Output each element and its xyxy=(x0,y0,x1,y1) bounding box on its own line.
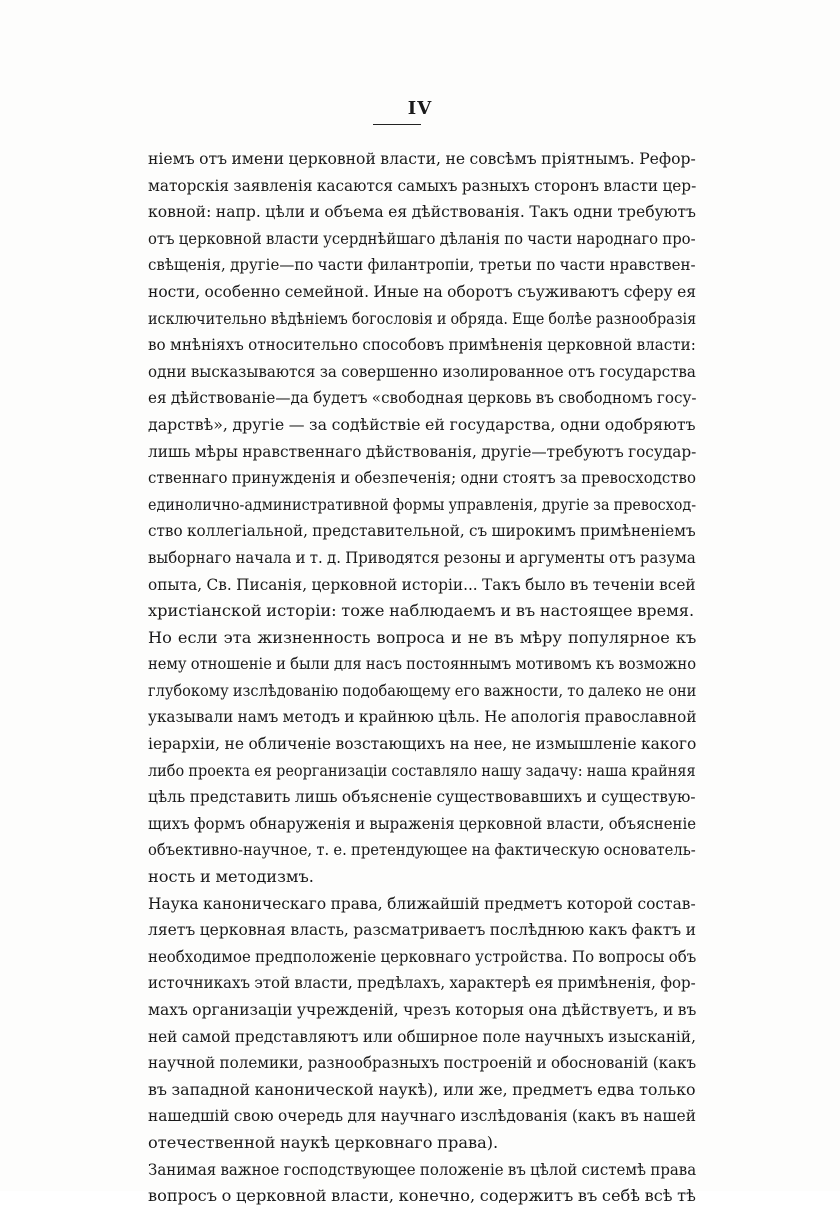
text-line-9: одни высказываются за совершенно изолированное отъ государства xyxy=(148,361,696,381)
text-line-23: іерархіи, не обличеніе возстающихъ на нее, не измышленіе какого xyxy=(148,734,697,754)
text-line-37: нашедшій свою очередь для научнаго изслѣдованія (какъ въ нашей xyxy=(148,1106,696,1126)
text-line-40: вопросъ о церковной власти, конечно, содержитъ въ себѣ всѣ тѣ xyxy=(148,1186,696,1206)
text-line-38: отечественной наукѣ церковнаго права). xyxy=(148,1132,499,1152)
text-line-6: ности, особенно семейной. Иные на оборотъ съуживаютъ сферу ея xyxy=(148,281,697,301)
text-line-31: необходимое предположеніе церковнаго устройства. По вопросы объ xyxy=(148,946,697,966)
text-line-36: въ западной канонической наукѣ), или же, предметъ едва только xyxy=(148,1079,696,1099)
text-line-21: глубокому изслѣдованію подобающему его важности, то далеко не они xyxy=(148,680,697,700)
text-line-14: единолично-административной формы управленія, другіе за превосход- xyxy=(148,494,697,514)
text-line-4: отъ церковной власти усерднѣйшаго дѣланія по части народнаго про- xyxy=(148,228,696,248)
text-line-29: Наука каноническаго права, ближайшій предметъ которой состав- xyxy=(148,893,696,913)
text-line-39: Занимая важное господствующее положеніе въ цѣлой системѣ права xyxy=(148,1159,697,1179)
text-line-12: лишь мѣры нравственнаго дѣйствованія, другіе—требуютъ государ- xyxy=(148,441,697,461)
text-line-8: во мнѣніяхъ относительно способовъ примѣненія церковной власти: xyxy=(148,335,696,355)
text-line-15: ство коллегіальной, представительной, съ широкимъ примѣненіемъ xyxy=(148,521,696,541)
text-line-33: махъ организаціи учрежденій, чрезъ которыя она дѣйствуетъ, и въ xyxy=(148,1000,697,1019)
text-line-27: объективно-научное, т. е. претендующее на фактическую основатель- xyxy=(148,840,696,860)
text-line-22: указывали намъ методъ и крайнюю цѣль. Не апологія православной xyxy=(148,707,697,727)
header-rule xyxy=(373,124,421,125)
text-line-17: опыта, Св. Писанія, церковной исторіи... Такъ было въ теченіи всей xyxy=(148,574,696,594)
text-line-24: либо проекта ея реорганизаціи составляло нашу задачу: наша крайняя xyxy=(148,760,696,780)
text-line-10: ея дѣйствованіе—да будетъ «свободная церковь въ свободномъ госу- xyxy=(148,388,697,408)
text-line-25: цѣль представить лишь объясненіе существовавшихъ и существую- xyxy=(148,787,696,807)
text-line-13: ственнаго принужденія и обезпеченія; одни стоятъ за превосходство xyxy=(148,468,696,488)
text-line-34: ней самой представляютъ или обширное поле научныхъ изысканій, xyxy=(148,1026,696,1046)
text-line-2: маторскія заявленія касаются самыхъ разныхъ сторонъ власти цер- xyxy=(148,175,697,195)
text-line-7: исключительно вѣдѣніемъ богословія и обряда. Еще болѣе разнообразія xyxy=(148,308,697,328)
text-line-1: ніемъ отъ имени церковной власти, не совсѣмъ пріятнымъ. Рефор- xyxy=(148,149,696,168)
text-line-26: щихъ формъ обнаруженія и выраженія церковной власти, объясненіе xyxy=(148,813,697,833)
text-line-20: нему отношеніе и были для насъ постояннымъ мотивомъ къ возможно xyxy=(148,654,697,674)
text-line-30: ляетъ церковная власть, разсматриваетъ послѣднюю какъ фактъ и xyxy=(148,920,696,940)
text-line-11: дарствѣ», другіе — за содѣйствіе ей государства, одни одобряютъ xyxy=(148,414,696,434)
body-text xyxy=(148,146,696,1210)
page-number: IV xyxy=(407,98,433,119)
text-line-18: христіанской исторіи: тоже наблюдаемъ и въ настоящее время. xyxy=(148,601,695,621)
text-line-5: свѣщенія, другіе—по части филантропіи, третьи по части нравствен- xyxy=(148,255,696,275)
text-line-32: источникахъ этой власти, предѣлахъ, характерѣ ея примѣненія, фор- xyxy=(148,973,696,993)
text-line-3: ковной: напр. цѣли и объема ея дѣйствованія. Такъ одни требуютъ xyxy=(148,202,696,222)
text-line-19: Но если эта жизненность вопроса и не въ мѣру популярное къ xyxy=(148,627,697,647)
text-line-16: выборнаго начала и т. д. Приводятся резоны и аргументы отъ разума xyxy=(148,547,696,567)
text-line-28: ность и методизмъ. xyxy=(148,867,314,887)
text-line-35: научной полемики, разнообразныхъ построеній и обоснованій (какъ xyxy=(148,1053,697,1073)
